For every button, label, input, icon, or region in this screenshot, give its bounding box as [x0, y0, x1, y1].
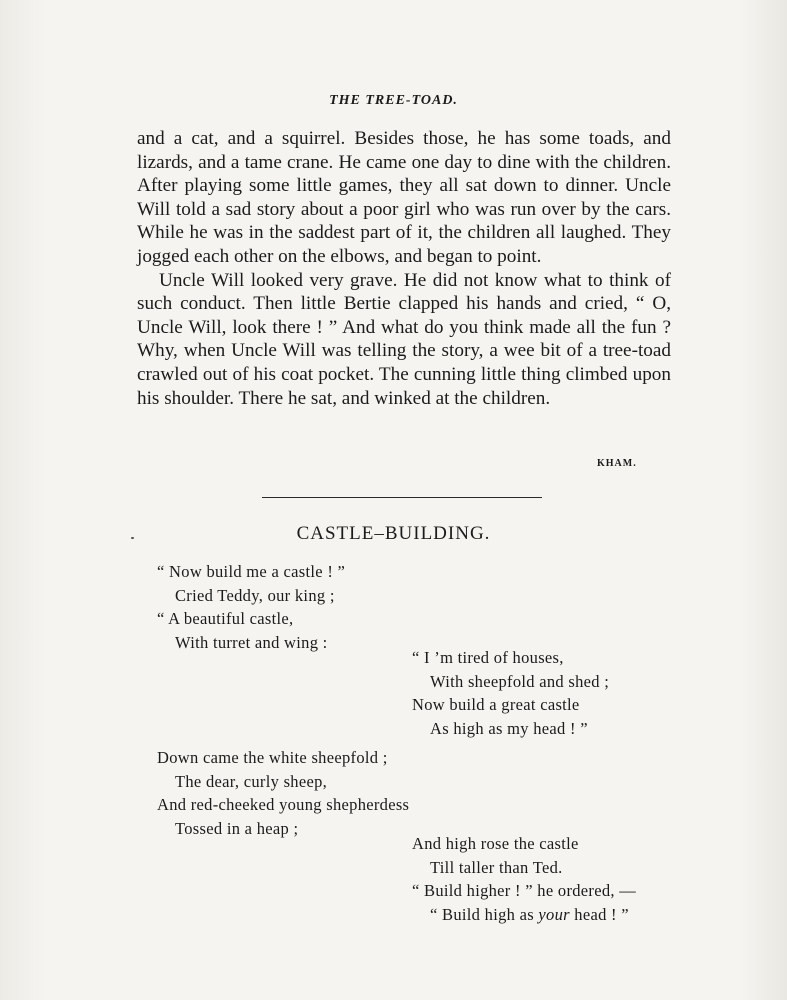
poem-stanza-1 [157, 560, 345, 654]
poem-line: Cried Teddy, our king ; [175, 585, 335, 605]
poem-stanza-3 [157, 746, 409, 840]
poem-line: “ A beautiful castle, [157, 609, 294, 628]
poem-line: And high rose the castle [412, 834, 579, 853]
poem-line-part: “ Build high as [430, 904, 539, 924]
story-paragraph-1: and a cat, and a squirrel. Besides those, he has some toads, and lizards, and a tame crane. He came one day to dine with the children. After playing some little games, they all sat down to dinner. Uncle Will told a sad story about a poor girl who was run over by the cars. While he was in the saddest part of it, the children all laughed. They jogged each other on the elbows, and began to point. [137, 128, 671, 267]
poem-line: Now build a great castle [412, 695, 580, 714]
poem-line: Tossed in a heap ; [175, 818, 299, 838]
poem-title: CASTLE–BUILDING. [296, 523, 491, 544]
section-divider [262, 497, 542, 498]
poem-stanza-4 [412, 832, 636, 926]
poem-line [412, 903, 636, 927]
story-paragraph-2: Uncle Will looked very grave. He did not know what to think of such conduct. Then little Bertie clapped his hands and cried, “ O, Uncle Will, look there ! ” And what do you think made all the fun ? Why, when Uncle Will was telling the story, a wee bit of a tree-toad crawled out of his coat pocket. The cunning little thing climbed upon his shoulder. There he sat, and winked at the children. [137, 269, 671, 409]
poem-line: “ Now build me a castle ! ” [157, 562, 346, 581]
story-text [137, 127, 671, 410]
poem-stanza-2 [412, 646, 609, 740]
poem-line: With turret and wing : [175, 632, 328, 652]
running-head: THE TREE-TOAD. [329, 93, 458, 108]
poem-line: With sheepfold and shed ; [430, 671, 610, 691]
poem-line: Down came the white sheepfold ; [157, 748, 388, 767]
poem-line-part: head ! ” [569, 904, 629, 924]
poem-line: “ Build higher ! ” he ordered, — [412, 881, 637, 900]
poem-line: “ I ’m tired of houses, [412, 648, 564, 667]
author-signature: KHAM. [597, 458, 637, 469]
poem-line: The dear, curly sheep, [175, 771, 328, 791]
poem-line: Till taller than Ted. [430, 857, 563, 877]
poem-line: And red-cheeked young shepherdess [157, 795, 410, 814]
poem-emphasis: your [538, 904, 570, 924]
poem-line: As high as my head ! ” [430, 718, 588, 738]
